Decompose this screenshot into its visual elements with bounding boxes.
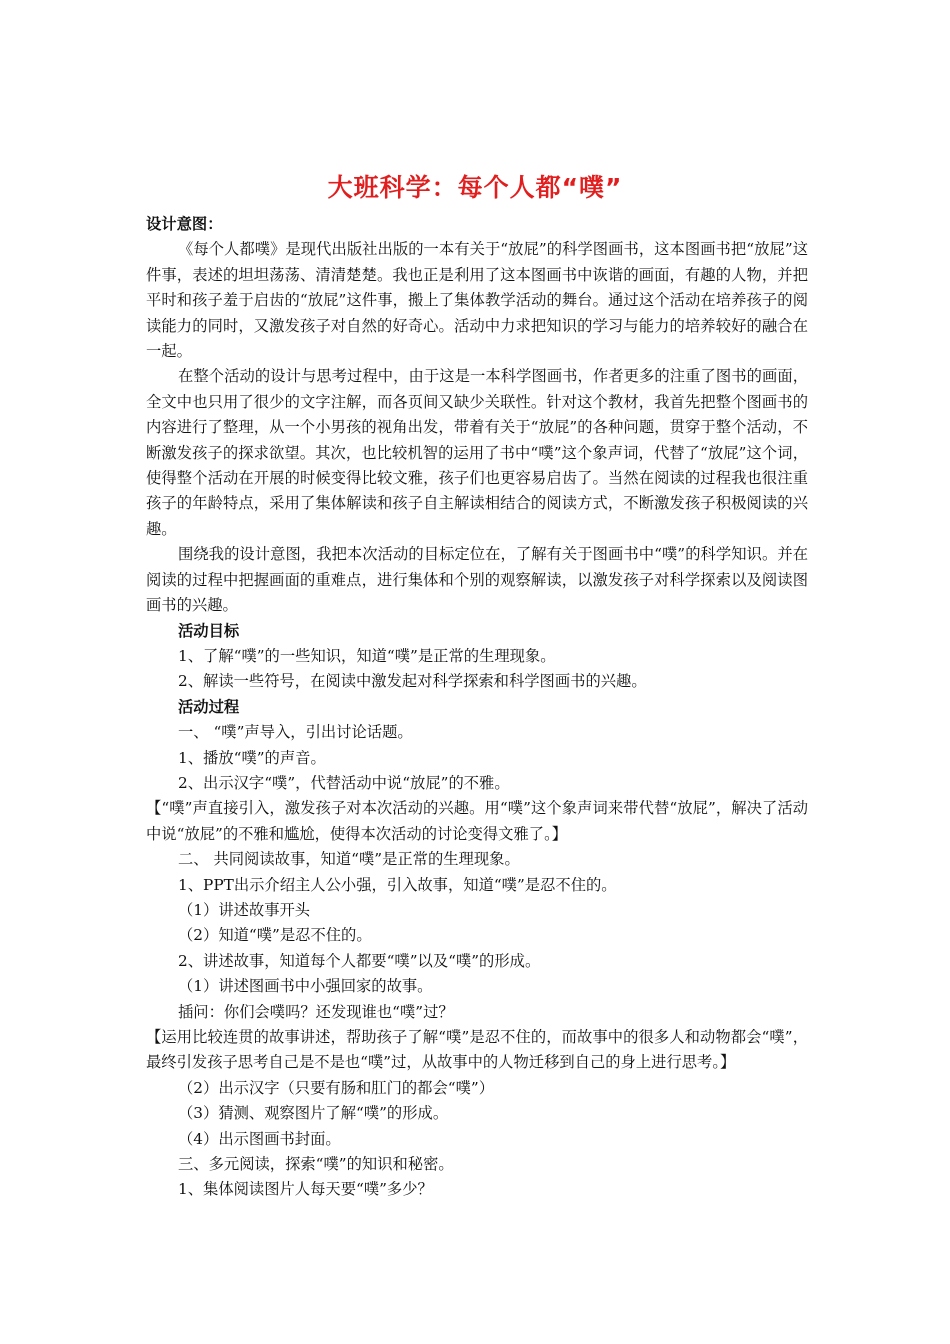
design-paragraph: 在整个活动的设计与思考过程中，由于这是一本科学图画书，作者更多的注重了图书的画面，全文中也只用了很少的文字注解，而各页间又缺少关联性。针对这个教材，我首先把整个图画书的内容进行了整理，从一个小男孩的视角出发，带着有关于“放屁”的各种问题，贯穿于整个活动，不断激发孩子的探求欲望。其次，也比较机智的运用了书中“噗”这个象声词，代替了“放屁”这个词，使得整个活动在开展的时候变得比较文雅，孩子们也更容易启齿了。当然在阅读的过程我也很注重孩子的年龄特点，采用了集体解读和孩子自主解读相结合的阅读方式，不断激发孩子积极阅读的兴趣。: [146, 367, 808, 538]
process-item: 插问：你们会噗吗？还发现谁也“噗”过？: [178, 1002, 454, 1021]
process-item: 二、 共同阅读故事，知道“噗”是正常的生理现象。: [178, 850, 520, 869]
process-item: 2、出示汉字“噗”，代替活动中说“放屁”的不雅。: [178, 773, 510, 792]
goals-heading: 活动目标: [178, 621, 240, 640]
process-item: （3）猜测、观察图片了解“噗”的形成。: [178, 1104, 449, 1123]
design-heading: 设计意图：: [146, 215, 223, 233]
page-title: 大班科学：每个人都“噗”: [327, 173, 623, 202]
design-paragraph: 围绕我的设计意图，我把本次活动的目标定位在，了解有关于图画书中“噗”的科学知识。并在阅读的过程中把握画面的重难点，进行集体和个别的观察解读，以激发孩子对科学探索以及阅读图画书的兴趣。: [146, 545, 808, 615]
process-item: 1、播放“噗”的声音。: [178, 748, 326, 767]
design-paragraph: 《每个人都噗》是现代出版社出版的一本有关于“放屁”的科学图画书，这本图画书把“放屁”这件事，表述的坦坦荡荡、清清楚楚。我也正是利用了这本图画书中诙谐的画面，有趣的人物，并把平时和孩子羞于启齿的“放屁”这件事，搬上了集体教学活动的舞台。通过这个活动在培养孩子的阅读能力的同时，又激发孩子对自然的好奇心。活动中力求把知识的学习与能力的培养较好的融合在一起。: [146, 240, 808, 361]
process-item: （4）出示图画书封面。: [178, 1129, 341, 1148]
process-item: （1）讲述故事开头: [178, 900, 311, 919]
process-item: 一、 “噗”声导入，引出讨论话题。: [178, 723, 413, 742]
process-item: 2、讲述故事，知道每个人都要“噗”以及“噗”的形成。: [178, 951, 541, 970]
process-item: （2）出示汉字（只要有肠和肛门的都会“噗”）: [178, 1078, 495, 1097]
goal-item: 1、了解“噗”的一些知识，知道“噗”是正常的生理现象。: [178, 646, 556, 665]
process-list: [146, 720, 808, 1203]
process-item: 三、多元阅读，探索“噗”的知识和秘密。: [178, 1155, 454, 1174]
process-note: 【“噗”声直接引入，激发孩子对本次活动的兴趣。用“噗”这个象声词来带代替“放屁”，解决了活动中说“放屁”的不雅和尴尬，使得本次活动的讨论变得文雅了。】: [146, 799, 808, 843]
document-body: [146, 212, 808, 1203]
process-item: （2）知道“噗”是忍不住的。: [178, 926, 372, 945]
goal-item: 2、解读一些符号，在阅读中激发起对科学探索和科学图画书的兴趣。: [178, 672, 647, 691]
process-item: 1、PPT出示介绍主人公小强，引入故事，知道“噗”是忍不住的。: [178, 875, 617, 894]
process-item: 1、集体阅读图片人每天要“噗”多少？: [178, 1180, 433, 1199]
process-note: 【运用比较连贯的故事讲述，帮助孩子了解“噗”是忍不住的，而故事中的很多人和动物都会“噗”，最终引发孩子思考自己是不是也“噗”过，从故事中的人物迁移到自己的身上进行思考。】: [146, 1028, 808, 1072]
process-item: （1）讲述图画书中小强回家的故事。: [178, 977, 433, 996]
process-heading: 活动过程: [178, 697, 240, 716]
